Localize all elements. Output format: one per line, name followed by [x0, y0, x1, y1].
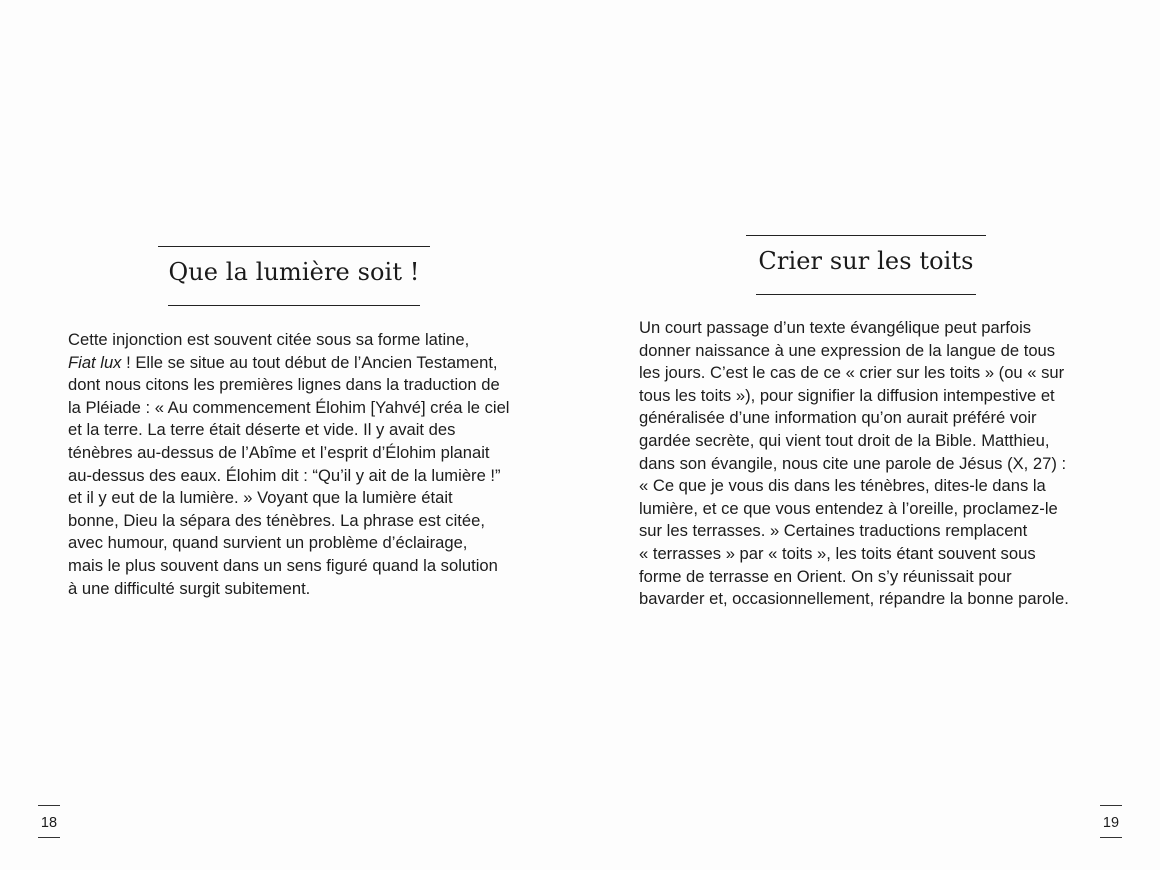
page-number-top-rule: [1100, 805, 1122, 806]
text-line: Un court passage d’un texte évangélique peut parfois: [639, 318, 1032, 337]
text-line: sur les terrasses. » Certaines traductions remplacent: [639, 521, 1028, 541]
text-line: et il y eut de la lumière. » Voyant que la lumière était: [68, 488, 453, 508]
text-line: forme de terrasse en Orient. On s’y réunissait pour: [639, 566, 1012, 586]
text-line: ténèbres au-dessus de l’Abîme et l’esprit d’Élohim planait: [68, 442, 490, 462]
text-line: les jours. C’est le cas de ce « crier sur les toits » (ou « sur: [639, 363, 1065, 383]
page-number: 18: [40, 815, 58, 831]
text-line: bonne, Dieu la sépara des ténèbres. La phrase est citée,: [68, 510, 485, 530]
text-line: la Pléiade : « Au commencement Élohim [Yahvé] créa le ciel: [68, 397, 510, 417]
text-line: tous les toits »), pour signifier la diffusion intempestive et: [639, 385, 1055, 405]
text-line: « terrasses » par « toits », les toits étant souvent sous: [639, 543, 1036, 563]
body-text: [68, 329, 538, 600]
page-number-top-rule: [38, 805, 60, 806]
text-line-rest: ! Elle se situe au tout début de l’Ancien Testament,: [126, 352, 498, 372]
page-number-bottom-rule: [1100, 837, 1122, 838]
page-title: Que la lumière soit !: [168, 258, 420, 286]
text-line: lumière, et ce que vous entendez à l’oreille, proclamez-le: [639, 498, 1058, 518]
text-line: généralisée d’une information qu’on aurait préféré voir: [639, 408, 1037, 428]
title-top-rule: [158, 246, 430, 247]
italic-phrase: Fiat lux: [68, 352, 122, 372]
text-line: [68, 352, 538, 375]
page-number-bottom-rule: [38, 837, 60, 838]
text-line: dans son évangile, nous cite une parole de Jésus (X, 27) :: [639, 453, 1067, 473]
body-text: [639, 317, 1139, 611]
text-line: « Ce que je vous dis dans les ténèbres, dites-le dans la: [639, 476, 1046, 496]
title-bottom-rule: [168, 305, 420, 306]
page-number: 19: [1102, 815, 1120, 831]
text-line: donner naissance à une expression de la langue de tous: [639, 340, 1056, 360]
text-line: dont nous citons les premières lignes dans la traduction de: [68, 375, 500, 395]
page-title: Crier sur les toits: [758, 247, 974, 275]
text-line: gardée secrète, qui vient tout droit de la Bible. Matthieu,: [639, 430, 1050, 450]
title-bottom-rule: [756, 294, 976, 295]
text-line: avec humour, quand survient un problème d’éclairage,: [68, 533, 468, 553]
right-page: [580, 0, 1160, 870]
text-line: bavarder et, occasionnellement, répandre la bonne parole.: [639, 589, 1069, 609]
title-top-rule: [746, 235, 986, 236]
text-line: et la terre. La terre était déserte et vide. Il y avait des: [68, 420, 456, 440]
text-line: Cette injonction est souvent citée sous sa forme latine,: [68, 330, 470, 349]
text-line: à une difficulté surgit subitement.: [68, 578, 311, 598]
text-line: mais le plus souvent dans un sens figuré quand la solution: [68, 555, 498, 575]
text-line: au-dessus des eaux. Élohim dit : “Qu’il y ait de la lumière !”: [68, 465, 501, 485]
